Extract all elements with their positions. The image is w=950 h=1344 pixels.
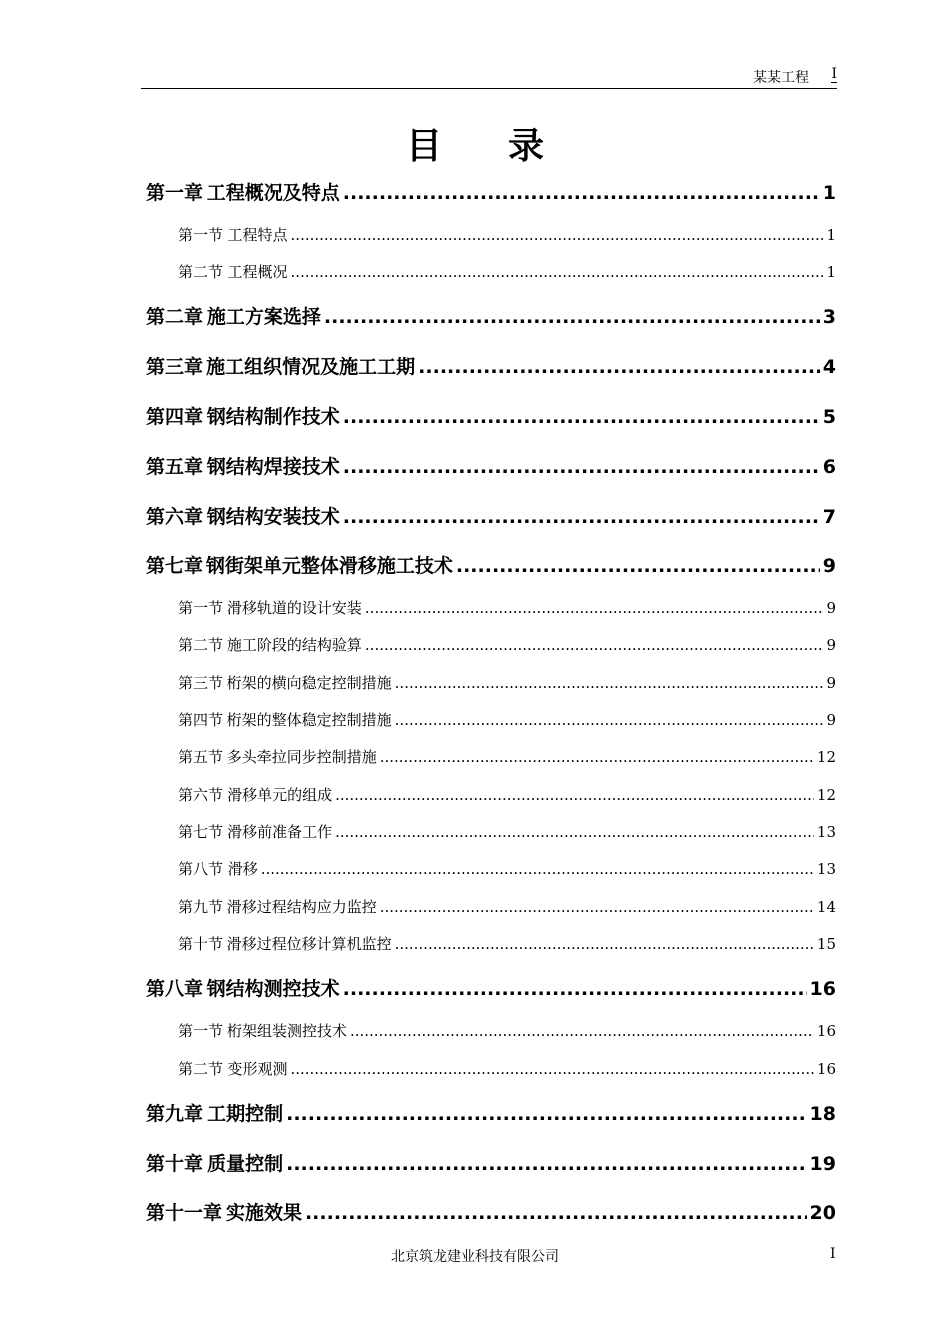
toc-entry-number: 第八章 [146, 978, 204, 1000]
toc-entry-page: 1 [822, 182, 836, 204]
toc-dot-leader [343, 978, 807, 1000]
toc-dot-leader [350, 1022, 814, 1040]
toc-entry-number: 第四节 [178, 711, 224, 729]
toc-entry-title: 变形观测 [227, 1060, 288, 1078]
toc-entry-page: 12 [816, 748, 836, 766]
toc-entry-page: 16 [816, 1022, 836, 1040]
toc-section-entry[interactable] [178, 1020, 836, 1041]
document-title: 目录 [405, 126, 610, 167]
toc-entry-title: 钢结构测控技术 [206, 978, 340, 1000]
toc-dot-leader [380, 748, 814, 766]
toc-entry-number: 第八节 [178, 860, 224, 878]
toc-entry-number: 第九章 [146, 1103, 204, 1125]
toc-entry-page: 3 [822, 306, 836, 328]
toc-entry-page: 16 [816, 1060, 836, 1078]
header-title: 某某工程 [753, 70, 809, 86]
toc-section-entry[interactable] [178, 224, 836, 245]
toc-dot-leader [261, 860, 814, 878]
toc-section-entry[interactable] [178, 821, 836, 842]
toc-entry-number: 第三节 [178, 674, 224, 692]
toc-entry-number: 第二章 [146, 306, 204, 328]
toc-entry-page: 1 [826, 263, 836, 281]
toc-entry-title: 施工阶段的结构验算 [226, 636, 362, 654]
toc-dot-leader [291, 226, 824, 244]
toc-chapter-entry[interactable] [146, 1099, 836, 1126]
toc-entry-title: 钢结构制作技术 [206, 406, 340, 428]
toc-entry-number: 第三章 [146, 356, 204, 378]
toc-entry-number: 第四章 [146, 406, 204, 428]
toc-entry-number: 第九节 [178, 898, 224, 916]
toc-entry-title: 滑移单元的组成 [227, 786, 333, 804]
toc-chapter-entry[interactable] [146, 1149, 836, 1176]
toc-dot-leader [343, 406, 820, 428]
toc-entry-page: 9 [822, 555, 836, 577]
toc-entry-number: 第一章 [146, 182, 204, 204]
header-page-number: I [831, 66, 837, 82]
toc-entry-page: 9 [826, 711, 836, 729]
toc-dot-leader [343, 506, 820, 528]
toc-entry-number: 第十节 [178, 935, 224, 953]
toc-entry-number: 第一节 [178, 599, 224, 617]
toc-entry-title: 工程概况及特点 [206, 182, 340, 204]
toc-entry-title: 桁架的横向稳定控制措施 [226, 674, 392, 692]
toc-entry-title: 钢结构焊接技术 [206, 456, 340, 478]
toc-entry-page: 9 [826, 636, 836, 654]
toc-dot-leader [380, 898, 814, 916]
toc-chapter-entry[interactable] [146, 1198, 836, 1225]
toc-entry-number: 第七节 [178, 823, 224, 841]
toc-entry-number: 第一节 [178, 1022, 224, 1040]
toc-chapter-entry[interactable] [146, 402, 836, 429]
toc-entry-title: 质量控制 [207, 1153, 284, 1175]
toc-entry-page: 16 [809, 978, 836, 1000]
toc-dot-leader [395, 674, 824, 692]
toc-chapter-entry[interactable] [146, 352, 836, 379]
toc-entry-number: 第六章 [146, 506, 204, 528]
toc-entry-title: 工期控制 [207, 1103, 284, 1125]
toc-entry-title: 施工组织情况及施工工期 [206, 356, 416, 378]
toc-entry-page: 13 [816, 823, 836, 841]
toc-entry-number: 第十一章 [146, 1202, 223, 1224]
toc-entry-title: 多头牵拉同步控制措施 [226, 748, 377, 766]
toc-entry-number: 第五章 [146, 456, 204, 478]
toc-entry-page: 19 [809, 1153, 836, 1175]
toc-entry-title: 桁架组装测控技术 [226, 1022, 347, 1040]
toc-entry-number: 第二节 [178, 263, 224, 281]
toc-section-entry[interactable] [178, 896, 836, 917]
toc-section-entry[interactable] [178, 634, 836, 655]
toc-entry-title: 实施效果 [225, 1202, 302, 1224]
toc-dot-leader [418, 356, 820, 378]
toc-dot-leader [343, 182, 820, 204]
toc-entry-number: 第五节 [178, 748, 224, 766]
toc-section-entry[interactable] [178, 746, 836, 767]
toc-dot-leader [335, 786, 814, 804]
toc-section-entry[interactable] [178, 261, 836, 282]
toc-entry-title: 桁架的整体稳定控制措施 [226, 711, 392, 729]
toc-section-entry[interactable] [178, 784, 836, 805]
toc-entry-number: 第七章 [146, 555, 204, 577]
footer-company: 北京筑龙建业科技有限公司 [391, 1249, 559, 1265]
toc-dot-leader [290, 1060, 813, 1078]
toc-dot-leader [291, 263, 824, 281]
toc-entry-title: 施工方案选择 [206, 306, 321, 328]
toc-section-entry[interactable] [178, 858, 836, 879]
toc-chapter-entry[interactable] [146, 502, 836, 529]
toc-entry-page: 4 [822, 356, 836, 378]
toc-entry-page: 12 [816, 786, 836, 804]
toc-chapter-entry[interactable] [146, 302, 836, 329]
toc-entry-title: 钢结构安装技术 [206, 506, 340, 528]
toc-entry-page: 15 [816, 935, 836, 953]
toc-dot-leader [335, 823, 814, 841]
toc-chapter-entry[interactable] [146, 452, 836, 479]
toc-entry-page: 9 [826, 599, 836, 617]
toc-dot-leader [365, 636, 824, 654]
toc-dot-leader [365, 599, 824, 617]
toc-entry-number: 第六节 [178, 786, 224, 804]
toc-entry-title: 滑移轨道的设计安装 [226, 599, 362, 617]
toc-section-entry[interactable] [178, 1058, 836, 1079]
toc-dot-leader [343, 456, 820, 478]
toc-entry-page: 7 [822, 506, 836, 528]
toc-section-entry[interactable] [178, 672, 836, 693]
toc-chapter-entry[interactable] [146, 178, 836, 205]
toc-entry-page: 5 [822, 406, 836, 428]
toc-entry-title: 滑移过程位移计算机监控 [226, 935, 392, 953]
toc-section-entry[interactable] [178, 597, 836, 618]
toc-dot-leader [324, 306, 820, 328]
toc-entry-number: 第二节 [178, 1060, 224, 1078]
toc-entry-title: 滑移过程结构应力监控 [226, 898, 377, 916]
toc-entry-page: 20 [809, 1202, 836, 1224]
toc-entry-title: 滑移 [227, 860, 258, 878]
toc-entry-number: 第二节 [178, 636, 224, 654]
toc-dot-leader [395, 935, 814, 953]
toc-entry-title: 工程特点 [227, 226, 288, 244]
toc-entry-page: 14 [816, 898, 836, 916]
toc-entry-title: 钢街架单元整体滑移施工技术 [205, 555, 453, 577]
toc-entry-number: 第十章 [146, 1153, 204, 1175]
toc-entry-page: 6 [822, 456, 836, 478]
toc-chapter-entry[interactable] [146, 974, 836, 1001]
toc-chapter-entry[interactable] [146, 551, 836, 578]
toc-entry-page: 9 [826, 674, 836, 692]
toc-entry-title: 工程概况 [227, 263, 288, 281]
toc-section-entry[interactable] [178, 933, 836, 954]
toc-entry-number: 第一节 [178, 226, 224, 244]
toc-dot-leader [286, 1103, 806, 1125]
toc-section-entry[interactable] [178, 709, 836, 730]
toc-dot-leader [286, 1153, 806, 1175]
toc-dot-leader [456, 555, 820, 577]
toc-dot-leader [305, 1202, 807, 1224]
toc-entry-page: 18 [809, 1103, 836, 1125]
toc-entry-page: 13 [816, 860, 836, 878]
toc-dot-leader [395, 711, 824, 729]
toc-entry-page: 1 [826, 226, 836, 244]
toc-entry-title: 滑移前准备工作 [227, 823, 333, 841]
footer-page-number: I [830, 1246, 836, 1262]
